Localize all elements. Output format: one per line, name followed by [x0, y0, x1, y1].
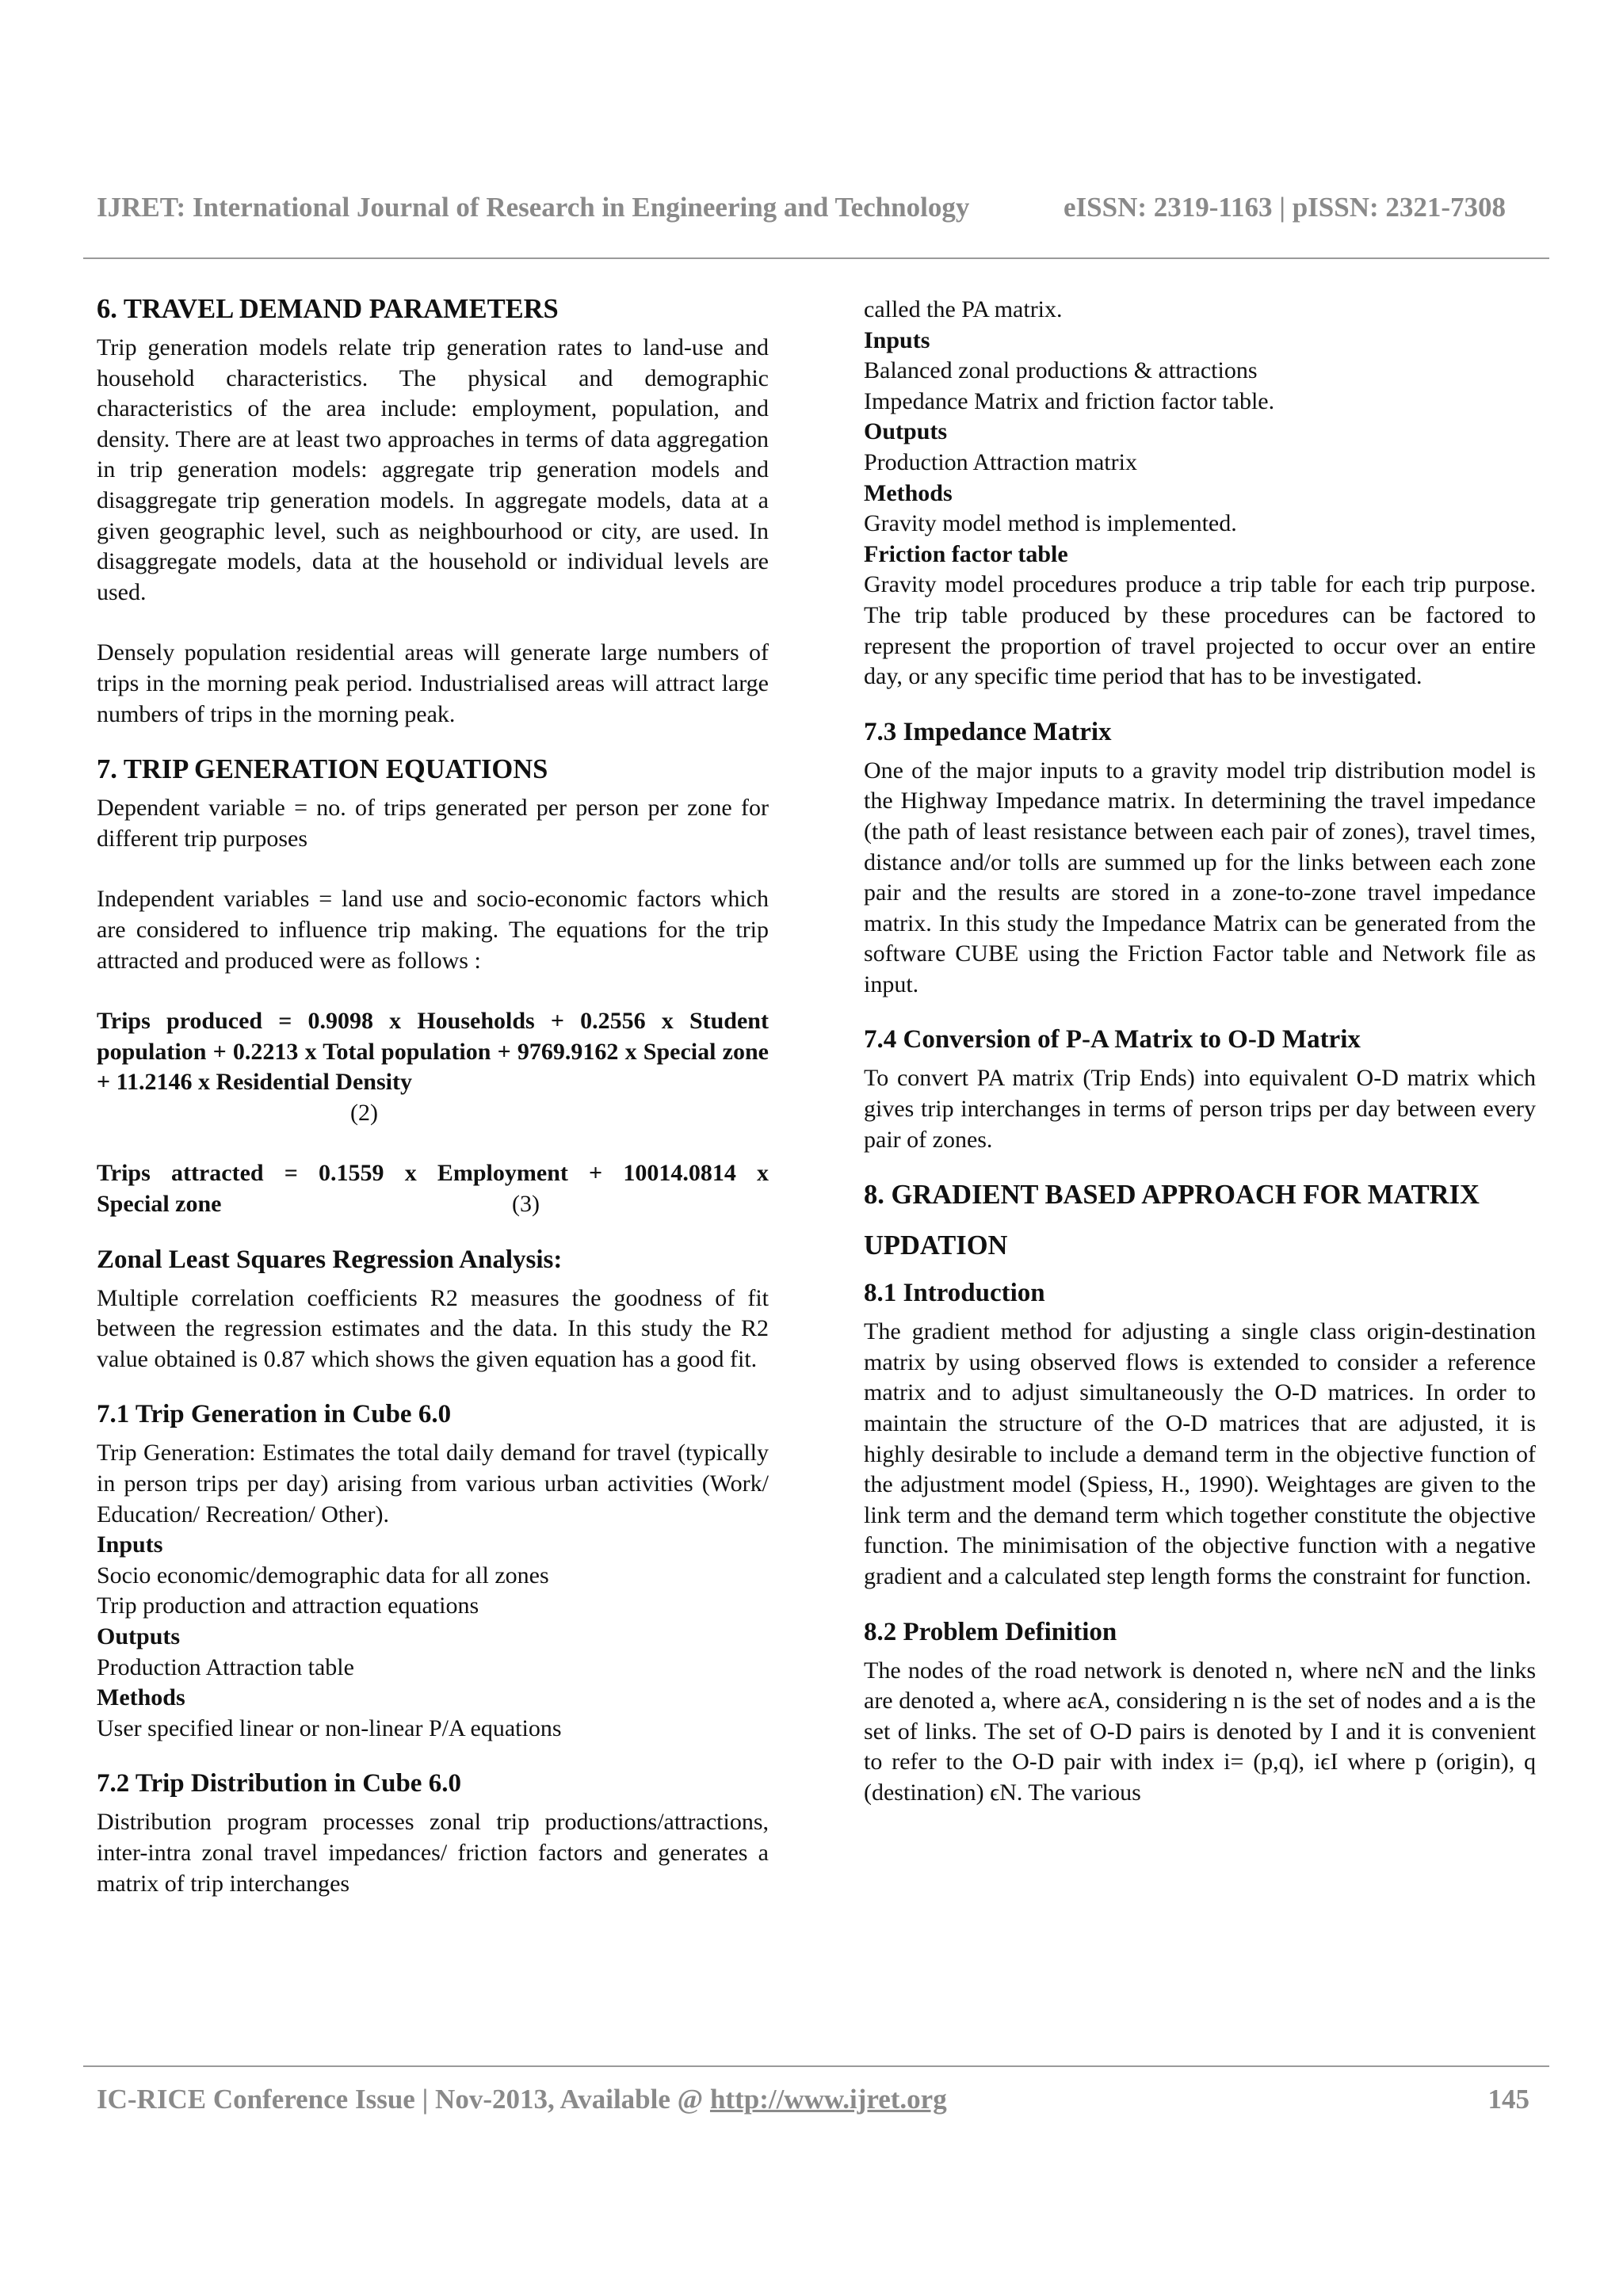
friction-factor-label: Friction factor table [864, 540, 1068, 567]
equation-3-line-1: Trips attracted = 0.1559 x Employment + 10014.0814 x [97, 1160, 769, 1187]
zonal-regression-paragraph: Multiple correlation coefficients R2 measures the goodness of fit between the regression estimates and the data. In this study the R2 value obtained is 0.87 which shows the given equation has a good fit. [97, 1284, 769, 1372]
method-1: Gravity model method is implemented. [864, 510, 1237, 537]
running-footer [97, 2084, 1539, 2115]
section-7-4-title: 7.4 Conversion of P-A Matrix to O-D Matrix [864, 1025, 1361, 1055]
footer-url-link[interactable]: http://www.ijret.org [709, 2084, 947, 2115]
inputs-label: Inputs [864, 326, 930, 353]
equation-3-line-2 [97, 1189, 769, 1220]
section-8-1-paragraph: The gradient method for adjusting a single class origin-destination matrix by using observed flows is extended to consider a reference matrix and to adjust simultaneously the O-D matrices. In order to maintain the structure of the O-D matrices that are adjusted, it is highly desirable to include a demand term in the objective function of the adjustment model (Spiess, H., 1990). Weightages are given to the link term and the demand term which together constitute the objective function. The minimisation of the objective function with a negative gradient and a calculated step length forms the constraint for function. [864, 1318, 1536, 1589]
equation-3-term: Special zone [97, 1191, 222, 1218]
input-1: Balanced zonal productions & attractions [864, 357, 1258, 384]
running-header [97, 192, 1539, 223]
methods-label: Methods [864, 479, 953, 506]
equation-2-number: (2) [350, 1099, 378, 1126]
section-8-2-paragraph: The nodes of the road network is denoted n, where nϵN and the links are denoted a, where aϵA, considering n is the set of nodes and a is the set of links. The set of O-D pairs is denoted by I and it is convenient to refer to the O-D pair with index i= (p,q), iϵI where p (origin), q (destination) ϵN. The various [864, 1657, 1536, 1806]
section-7-1-title: 7.1 Trip Generation in Cube 6.0 [97, 1400, 452, 1429]
left-column [97, 292, 769, 1899]
section-7-1-paragraph: Trip Generation: Estimates the total daily demand for travel (typically in person trips per day) arising from various urban activities (Work/ Education/ Recreation/ Other). [97, 1440, 769, 1527]
section-8-1-title: 8.1 Introduction [864, 1279, 1045, 1308]
outputs-label: Outputs [864, 418, 948, 445]
section-7-1-method-1: User specified linear or non-linear P/A equations [97, 1714, 562, 1741]
section-7-3-title: 7.3 Impedance Matrix [864, 717, 1112, 746]
section-7-1-input-2: Trip production and attraction equations [97, 1592, 479, 1619]
page-number: 145 [1487, 2084, 1529, 2115]
section-7-1-outputs-label: Outputs [97, 1623, 181, 1650]
footer-rule [83, 2065, 1549, 2067]
journal-issn: eISSN: 2319-1163 | pISSN: 2321-7308 [1064, 192, 1507, 223]
section-8-title-line-1: 8. GRADIENT BASED APPROACH FOR MATRIX [864, 1180, 1480, 1211]
section-6-paragraph-2: Densely population residential areas will generate large numbers of trips in the morning peak period. Industrialised areas will attract large numbers of trips in the morning peak. [97, 639, 769, 727]
section-7-2-paragraph: Distribution program processes zonal trip productions/attractions, inter-intra zonal travel impedances/ friction factors and generates a matrix of trip interchanges [97, 1809, 769, 1897]
equation-2: Trips produced = 0.9098 x Households + 0.2556 x Student population + 0.2213 x Total population + 9769.9162 x Special zone + 11.2146 x Residential Density [97, 1008, 769, 1096]
section-7-title: 7. TRIP GENERATION EQUATIONS [97, 754, 548, 785]
zonal-regression-title: Zonal Least Squares Regression Analysis: [97, 1245, 563, 1274]
section-6-title: 6. TRAVEL DEMAND PARAMETERS [97, 294, 559, 324]
equation-3-number: (3) [512, 1191, 540, 1218]
section-7-1-input-1: Socio economic/demographic data for all zones [97, 1562, 549, 1589]
section-7-paragraph-1: Dependent variable = no. of trips generated per person per zone for different trip purposes [97, 795, 769, 852]
output-1: Production Attraction matrix [864, 448, 1137, 475]
section-7-1-inputs-label: Inputs [97, 1531, 163, 1558]
footer-conference: IC-RICE Conference Issue | Nov-2013, Available @ [97, 2084, 710, 2115]
section-7-2-title: 7.2 Trip Distribution in Cube 6.0 [97, 1769, 461, 1798]
section-7-4-paragraph: To convert PA matrix (Trip Ends) into equivalent O-D matrix which gives trip interchanges in terms of person trips per day between every pair of zones. [864, 1065, 1536, 1153]
section-7-1-output-1: Production Attraction table [97, 1653, 354, 1680]
continued-text: called the PA matrix. [864, 296, 1063, 322]
section-7-3-paragraph: One of the major inputs to a gravity model trip distribution model is the Highway Impedance matrix. In determining the travel impedance (the path of least resistance between each pair of zones), travel times, distance and/or tolls are summed up for the links between each zone pair and the results are stored in a zone-to-zone travel impedance matrix. In this study the Impedance Matrix can be generated from the software CUBE using the Friction Factor table and Network file as input. [864, 757, 1536, 997]
section-6-paragraph-1: Trip generation models relate trip generation rates to land-use and household characteristics. The physical and demographic characteristics of the area include: employment, population, and density. There are at least two approaches in terms of data aggregation in trip generation models: aggregate trip generation models and disaggregate trip generation models. In aggregate models, data at a given geographic level, such as neighbourhood or city, are used. In disaggregate models, data at the household or individual levels are used. [97, 334, 769, 605]
section-8-2-title: 8.2 Problem Definition [864, 1617, 1117, 1646]
right-column [864, 295, 1536, 1809]
header-rule [83, 257, 1549, 259]
friction-factor-paragraph: Gravity model procedures produce a trip table for each trip purpose. The trip table produced by these procedures can be factored to represent the proportion of travel projected to occur over an entire day, or any specific time period that has to be investigated. [864, 571, 1536, 690]
section-7-paragraph-2: Independent variables = land use and socio-economic factors which are considered to influence trip making. The equations for the trip attracted and produced were as follows : [97, 886, 769, 974]
section-8-title-line-2: UPDATION [864, 1230, 1008, 1261]
input-2: Impedance Matrix and friction factor table. [864, 387, 1275, 414]
section-7-1-methods-label: Methods [97, 1684, 185, 1711]
journal-name: IJRET: International Journal of Research in Engineering and Technology [97, 192, 970, 223]
